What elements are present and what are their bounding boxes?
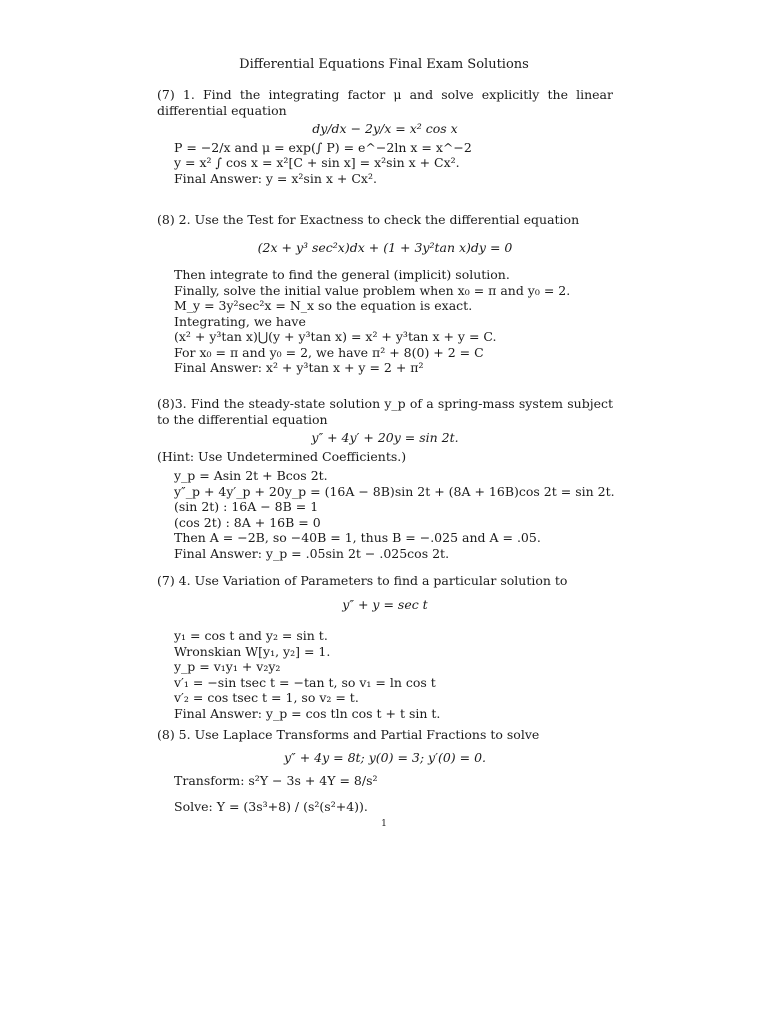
solution-line: y = x² ∫ cos x = x²[C + sin x] = x²sin x + Cx². bbox=[174, 155, 460, 170]
problem-equation: (2x + y³ sec²x)dx + (1 + 3y²tan x)dy = 0 bbox=[257, 239, 513, 255]
problem-statement: (7) 1. Find the integrating factor μ and solve explicitly the linear differential equation bbox=[157, 87, 613, 118]
solution-line: Integrating, we have bbox=[174, 313, 306, 329]
solution-line: P = −2/x and μ = exp(∫ P) = e^−2ln x = x^−2 bbox=[174, 139, 472, 155]
solution-line: (x² + y³tan x)⋃(y + y³tan x) = x² + y³tan x + y = C. bbox=[174, 329, 497, 344]
problem-statement: (8) 2. Use the Test for Exactness to check the differential equation bbox=[157, 212, 580, 227]
problem-equation: dy/dx − 2y/x = x² cos x bbox=[312, 121, 458, 136]
page-number: 1 bbox=[381, 819, 387, 829]
problem-equation: y″ + y = sec t bbox=[342, 596, 428, 612]
solution-line: Solve: Y = (3s³+8) / (s²(s²+4)). bbox=[174, 798, 368, 814]
solution-line: y″_p + 4y′_p + 20y_p = (16A − 8B)sin 2t + (8A + 16B)cos 2t = sin 2t. bbox=[174, 483, 615, 499]
solution-line: Then integrate to find the general (implicit) solution. bbox=[174, 267, 510, 282]
problem-equation: y″ + 4y = 8t; y(0) = 3; y′(0) = 0. bbox=[283, 749, 487, 765]
problem-statement: (8)3. Find the steady-state solution y_p of a spring-mass system subject to the differential equation bbox=[157, 396, 613, 427]
final-answer: Final Answer: y_p = cos tln cos t + t sin t. bbox=[174, 705, 441, 721]
solution-line: v′₂ = cos tsec t = 1, so v₂ = t. bbox=[174, 690, 359, 705]
solution-block bbox=[157, 773, 613, 814]
solution-line: y₁ = cos t and y₂ = sin t. bbox=[174, 628, 328, 643]
problem-5 bbox=[157, 727, 613, 814]
solution-block bbox=[157, 140, 613, 187]
problem-statement: (7) 4. Use Variation of Parameters to find a particular solution to bbox=[157, 573, 568, 588]
problem-4 bbox=[157, 573, 613, 721]
final-answer: Final Answer: y_p = .05sin 2t − .025cos 2t. bbox=[174, 545, 450, 561]
problem-equation: y″ + 4y′ + 20y = sin 2t. bbox=[311, 430, 459, 445]
solution-line: v′₁ = −sin tsec t = −tan t, so v₁ = ln cos t bbox=[174, 674, 436, 690]
solution-line: Transform: s²Y − 3s + 4Y = 8/s² bbox=[174, 773, 378, 788]
solution-block bbox=[157, 468, 613, 561]
solution-line: Finally, solve the initial value problem when x₀ = π and y₀ = 2. bbox=[174, 282, 571, 298]
solution-block bbox=[157, 267, 613, 376]
solution-line: y_p = Asin 2t + Bcos 2t. bbox=[174, 468, 328, 483]
problem-3 bbox=[157, 396, 613, 561]
solution-line: (sin 2t) : 16A − 8B = 1 bbox=[174, 499, 319, 514]
solution-line: Wronskian W[y₁, y₂] = 1. bbox=[174, 643, 331, 659]
solution-line: Then A = −2B, so −40B = 1, thus B = −.025 and A = .05. bbox=[174, 530, 541, 545]
hint-text: (Hint: Use Undetermined Coefficients.) bbox=[157, 448, 407, 464]
solution-line: For x₀ = π and y₀ = 2, we have π² + 8(0) + 2 = C bbox=[174, 344, 484, 360]
problem-2 bbox=[157, 212, 613, 376]
final-answer: Final Answer: x² + y³tan x + y = 2 + π² bbox=[174, 360, 424, 375]
solution-line: M_y = 3y²sec²x = N_x so the equation is exact. bbox=[174, 298, 473, 313]
page-title: Differential Equations Final Exam Solutions bbox=[239, 57, 529, 72]
problem-1 bbox=[157, 87, 613, 186]
final-answer: Final Answer: y = x²sin x + Cx². bbox=[174, 170, 377, 186]
problem-statement: (8) 5. Use Laplace Transforms and Partial Fractions to solve bbox=[157, 727, 540, 742]
solution-line: y_p = v₁y₁ + v₂y₂ bbox=[174, 659, 281, 674]
solution-line: (cos 2t) : 8A + 16B = 0 bbox=[174, 514, 321, 530]
solution-block bbox=[157, 628, 613, 721]
